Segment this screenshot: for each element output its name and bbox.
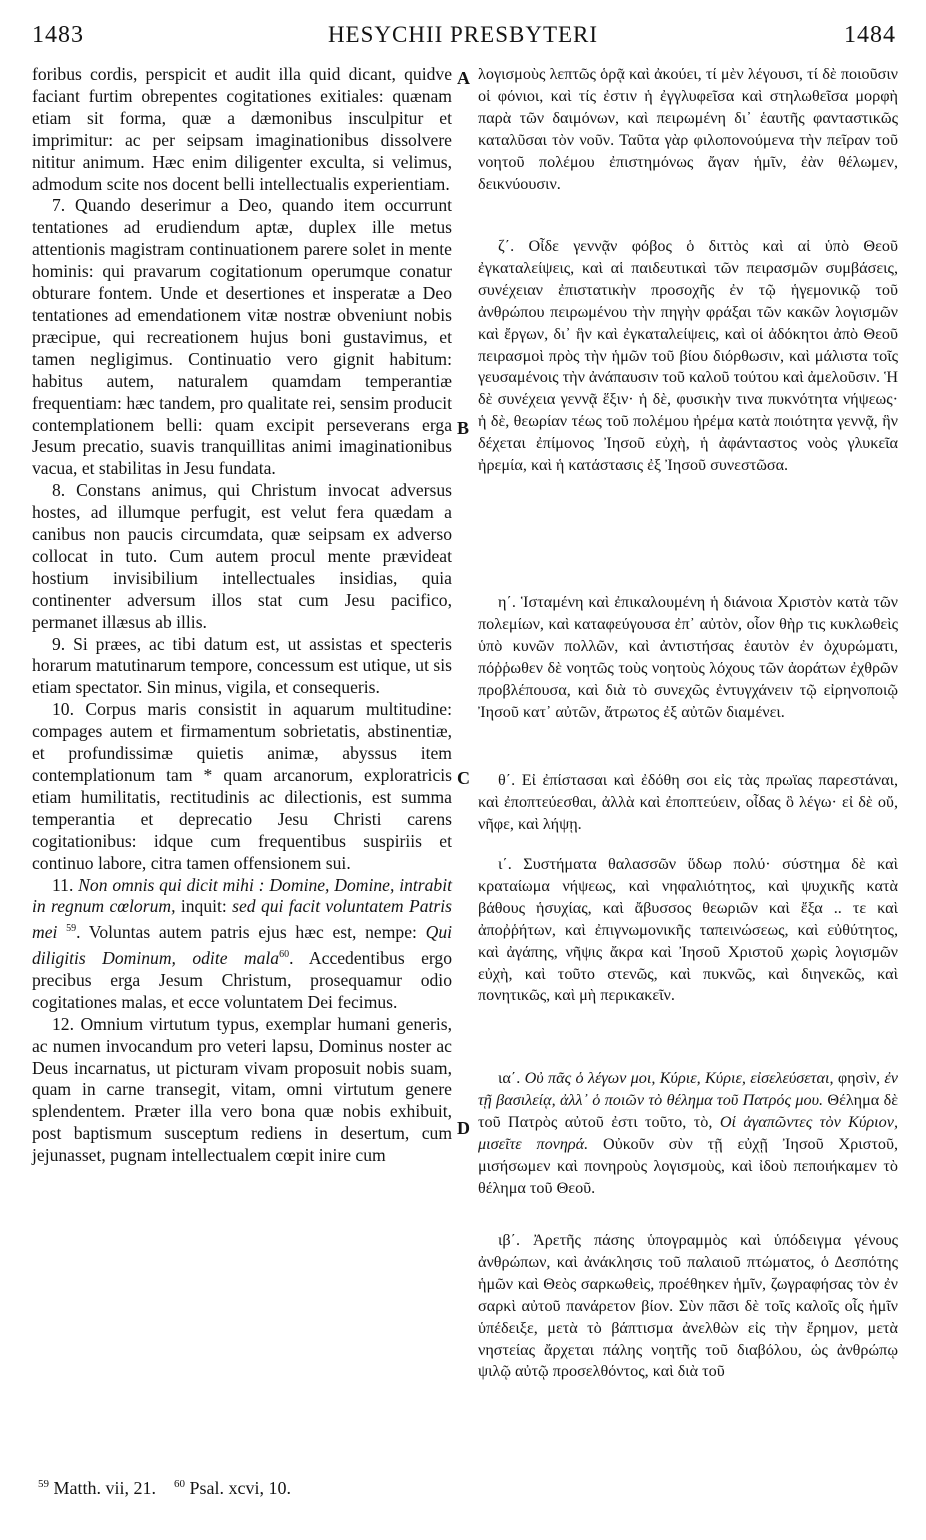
latin-p11-text-3: . Accedentibus ergo precibus erga Jesum Christum, prosequamur odio cogitationes malas, et ecce voluntatem Dei fecimus.: [32, 947, 453, 1012]
greek-p11-quote-2: ἐν τῇ βασιλείᾳ, ἀλλ᾽ ὁ ποιῶν τὸ θέλημα τοῦ Πατρός μου.: [478, 1069, 898, 1109]
greek-paragraph-8: η΄. Ἱσταμένη καὶ ἐπικαλουμένη ἡ διάνοια Χριστὸν κατὰ τῶν πολεμίων, καὶ καταφεύγουσα ἐπ᾽ αὐτὸν, οἷον θὴρ τις κυκλωθεὶς ὑπὸ κυνῶν πολλῶν, καὶ ἀντιστήσας ἑαυτὸν ἐν ὀχυρώματι, πόῤῥωθεν δὲ νοητῶς τοὺς νοητοὺς λόχους τῶν ἀοράτων ἐχθρῶν προβλέπουσα, καὶ διὰ τὸ συνεχῶς ἐντυγχάνειν τῷ εἰρηνοποιῷ Ἰησοῦ κατ᾽ αὐτῶν, ἄτρωτος ἐξ αὐτῶν διαμένει.: [478, 593, 898, 721]
greek-paragraph-10: ι΄. Συστήματα θαλασσῶν ὕδωρ πολύ· σύστημα δὲ καὶ κραταίωμα νήψεως, καὶ νηφαλιότητος, καὶ ψυχικῆς κατὰ βάθους ἡσυχίας, καὶ ἄβυσσος θεωριῶν καὶ ἔξα .. τε καὶ ἀποῤῥήτων, καὶ ἐπιγνωμονικῆς ταπεινώσεως, καὶ εὐθύτητος, καὶ ἀγάπης, νῆψις ἄκρα καὶ Ἰησοῦ Χριστοῦ χωρὶς λογισμῶν εὐχὴ, καὶ τοῦτο στενῶς, καὶ πυκνῶς, καὶ διηνεκῶς, καὶ πονητικῶς, καὶ μὴ περικακεῖν.: [478, 855, 898, 1005]
latin-paragraph-12: 12. Omnium virtutum typus, exemplar humani generis, ac numen invocandum pro veteri lapsu, Dominus noster ac Deus incarnatus, ut picturam vivam proposuit nobis suam, quam in carne transegit, vitam, omni virtutum genere splendentem. Præter illa vero bona quæ nobis exhibuit, post baptismum susceptum rediens in desertum, cum jejunasset, pugnam intellectualem cœpit inire cum: [32, 1013, 452, 1166]
margin-letter-b: B: [457, 418, 470, 438]
latin-paragraph-11: [32, 875, 452, 1014]
footnote-ref-59: 59: [66, 923, 77, 935]
greek-paragraph-7: ζ΄. Οἶδε γεννᾷν φόβος ὁ διττὸς καὶ αἱ ὑπὸ Θεοῦ ἐγκαταλείψεις, καὶ αἱ παιδευτικαὶ τῶν πειρασμῶν συμβάσεις, συνέχειαν ἐπιστατικὴν προσοχῆς ἐν τῷ ἡγεμονικῷ τοῦ ἀνθρώπου πειρωμένου τὴν πηγὴν φράξαι τῶν κακῶν λογισμῶν καὶ ἔργων, δι᾽ ἣν καὶ ἐγκαταλείψεις, καὶ οἱ ἀδόκητοι ἀπὸ Θεοῦ πειρασμοὶ πρὸς τὴν ἡμῶν τοῦ βίου διόρθωσιν, καὶ μάλιστα τοῖς γευσαμένοις τὴν ἀνάπαυσιν τοῦ καλοῦ τούτου καὶ ἀμελοῦσιν. Ἡ δὲ συνέχεια γεννᾷ ἕξιν· ἡ δὲ, φυσικὴν τινα πυκνότητα νήψεως· ἡ δὲ, θεωρίαν τέως τοῦ πολέμου ἠρέμα κατὰ ποιότητα γεννᾷ, ἣν δέχεται ἐπίμονος Ἰησοῦ εὐχὴ, ἡ ἀφάνταστος νοὸς γλυκεῖα ἠρεμία, καὶ ἡ κατάστασις ἐξ Ἰησοῦ συνεστῶσα.: [478, 237, 898, 475]
footnote-60-number: 60: [174, 1478, 185, 1490]
footnote-59-number: 59: [38, 1478, 49, 1490]
latin-p11-quote-3: Qui diligitis Dominum, odite mala: [32, 922, 452, 968]
footnote-59-text: Matth. vii, 21.: [53, 1478, 156, 1498]
footnotes: [38, 1478, 291, 1499]
right-page-number: 1484: [844, 22, 896, 48]
latin-paragraph-10: 10. Corpus maris consistit in aquarum multitudine: compages autem et firmamentum sobrietatis, abstinentiæ, et profundissimæ quietis animæ, abyssus item contemplationum tam * quam arcanorum, exploratricis etiam humilitatis, rectitudinis ac dilectionis, est summa temperantia et deprecatio Jesu Christi carens cogitationibus: idque cum frequentibus suspiriis et continuo labore, citra tamen offensionem sui.: [32, 699, 452, 873]
latin-p11-quote-1: Non omnis qui dicit mihi : Domine, Domine, intrabit in regnum cœlorum,: [32, 874, 452, 917]
latin-paragraph-continued: foribus cordis, perspicit et audit illa quid dicant, quidve faciant furtim obrepentes cogitationes exitiales: quænam etiam sit forma, quæ a dæmonibus insculpitur et imprimitur: ac per seipsam imaginationibus dissolvere nititur animum. Hæc enim diligenter exculta, si velimus, admodum scite nos docent belli intellectualis experientiam.: [32, 64, 452, 194]
greek-paragraph-11: [478, 1068, 898, 1199]
latin-p11-text-2: . Voluntas autem patris ejus hæc est, nempe:: [76, 922, 417, 943]
margin-letter-d: D: [457, 1118, 470, 1138]
latin-column: [32, 64, 452, 1167]
latin-p11-text-1: inquit:: [180, 896, 227, 917]
greek-paragraph-continued: λογισμοὺς λεπτῶς ὁρᾷ καὶ ἀκούει, τί μὲν λέγουσι, τί δὲ ποιοῦσιν οἱ φόνιοι, καὶ τίς ἐστιν ἡ ἐγγλυφεῖσα καὶ στηλωθεῖσα μορφὴ παρὰ τῶν δαιμόνων, καὶ πειρωμένη δι᾽ ἑαυτῆς φανταστικῶς καταλῦσαι τὸν νοῦν. Ταῦτα γὰρ φιλοπονούμενα τὴν πεῖραν τοῦ νοητοῦ πολέμου ἐπιστημόνως ἄγαν ἡμῖν, ἐὰν θέλωμεν, δεικνύουσιν.: [478, 65, 898, 193]
greek-p11-text-3: Οὐκοῦν σὺν τῇ εὐχῇ Ἰησοῦ Χριστοῦ, μισήσωμεν καὶ πονηροὺς λογισμοὺς, καὶ ἰδοὺ πεποιήκαμεν τὸ θέλημα τοῦ Θεοῦ.: [478, 1134, 899, 1197]
footnote-ref-60: 60: [279, 949, 290, 961]
running-header: [0, 0, 926, 60]
greek-p11-number: ια΄.: [498, 1069, 521, 1087]
greek-paragraph-12: ιβ΄. Ἀρετῆς πάσης ὑπογραμμὸς καὶ ὑπόδειγμα γένους ἀνθρώπων, καὶ ἀνάκλησις τοῦ παλαιοῦ πτώματος, ὁ Δεσπότης ἡμῶν καὶ Θεὸς σαρκωθεὶς, προέθηκεν ἡμῖν, ζωγραφήσας τὸν ἐν σαρκὶ αὐτοῦ πανάρετον βίον. Σὺν πᾶσι δὲ τοῖς καλοῖς οἷς ἡμῖν ὑπέδειξε, μετὰ τὸ βάπτισμα ἀνελθὼν εἰς τὴν ἔρημον, μετὰ νηστείας ἄρχεται πάλης νοητῆς τοῦ διαβόλου, ὡς ἀνθρώπῳ ψιλῷ αὐτῷ προσελθόντος, καὶ διὰ τοῦ: [478, 1231, 898, 1381]
margin-letter-c: C: [457, 768, 470, 788]
latin-p11-quote-2: sed qui facit voluntatem Patris mei: [32, 896, 452, 943]
greek-p11-text-2: Θέλημα δὲ τοῦ Πατρὸς αὐτοῦ ἐστι τοῦτο, τὸ,: [478, 1090, 899, 1131]
latin-paragraph-7: 7. Quando deserimur a Deo, quando item occurrunt tentationes ad erudiendum aptæ, duplex ille metus attentionis magistram continuationem parere solet in mente hominis: qui pravarum cogitationum operumque conatur obturare fontem. Unde et desertiones et insperatæ a Deo tentationes ad emendationem vitæ nostræ obveniunt nobis præcipue, qui recreationem hujus boni gustavimus, et tamen negligimus. Continuatio vero gignit habitum: habitus autem, naturalem quamdam temperantiæ frequentiam: hæc tandem, pro qualitate rei, sensim producit contemplationem belli: quam excipit perseverans erga Jesum precatio, suavis tranquillitas animi imaginationibus vacua, et stabilitas in Jesu fundata.: [32, 195, 452, 479]
footnote-60-text: Psal. xcvi, 10.: [189, 1478, 291, 1498]
margin-letter-a: A: [457, 68, 470, 88]
latin-paragraph-8: 8. Constans animus, qui Christum invocat adversus hostes, ad illumque perfugit, est velut fera quædam a canibus non paucis circumdata, quæ seipsam ex adverso collocat in tuto. Cum autem procul mente prævideat hostium invisibilium intellectuales insidias, quia continenter adversum illos stat cum Jesu pacifico, permanet illæsus ab illis.: [32, 480, 452, 632]
left-page-number: 1483: [32, 22, 84, 48]
latin-p11-number: 11.: [52, 874, 74, 895]
greek-p11-quote-3: Οἱ ἀγαπῶντες τὸν Κύριον, μισεῖτε πονηρά.: [478, 1112, 898, 1153]
greek-paragraph-9: θ΄. Εἰ ἐπίστασαι καὶ ἐδόθη σοι εἰς τὰς πρωϊας παρεστάναι, καὶ ἐποπτεύεσθαι, ἀλλὰ καὶ ἐποπτεύειν, οἶδας ὃ λέγω· εἰ δὲ οὔ, νῆφε, καὶ λήψῃ.: [478, 771, 898, 833]
running-title: HESYCHII PRESBYTERI: [327, 22, 599, 47]
greek-p11-text-1: φησὶν,: [837, 1069, 881, 1087]
greek-p11-quote-1: Οὐ πᾶς ὁ λέγων μοι, Κύριε, Κύριε, εἰσελεύσεται,: [524, 1069, 834, 1087]
latin-paragraph-9: 9. Si præes, ac tibi datum est, ut assistas et specteris horarum matutinarum tempore, concessum est utique, ut sis etiam spectator. Sin minus, vigila, et consequeris.: [32, 633, 452, 698]
